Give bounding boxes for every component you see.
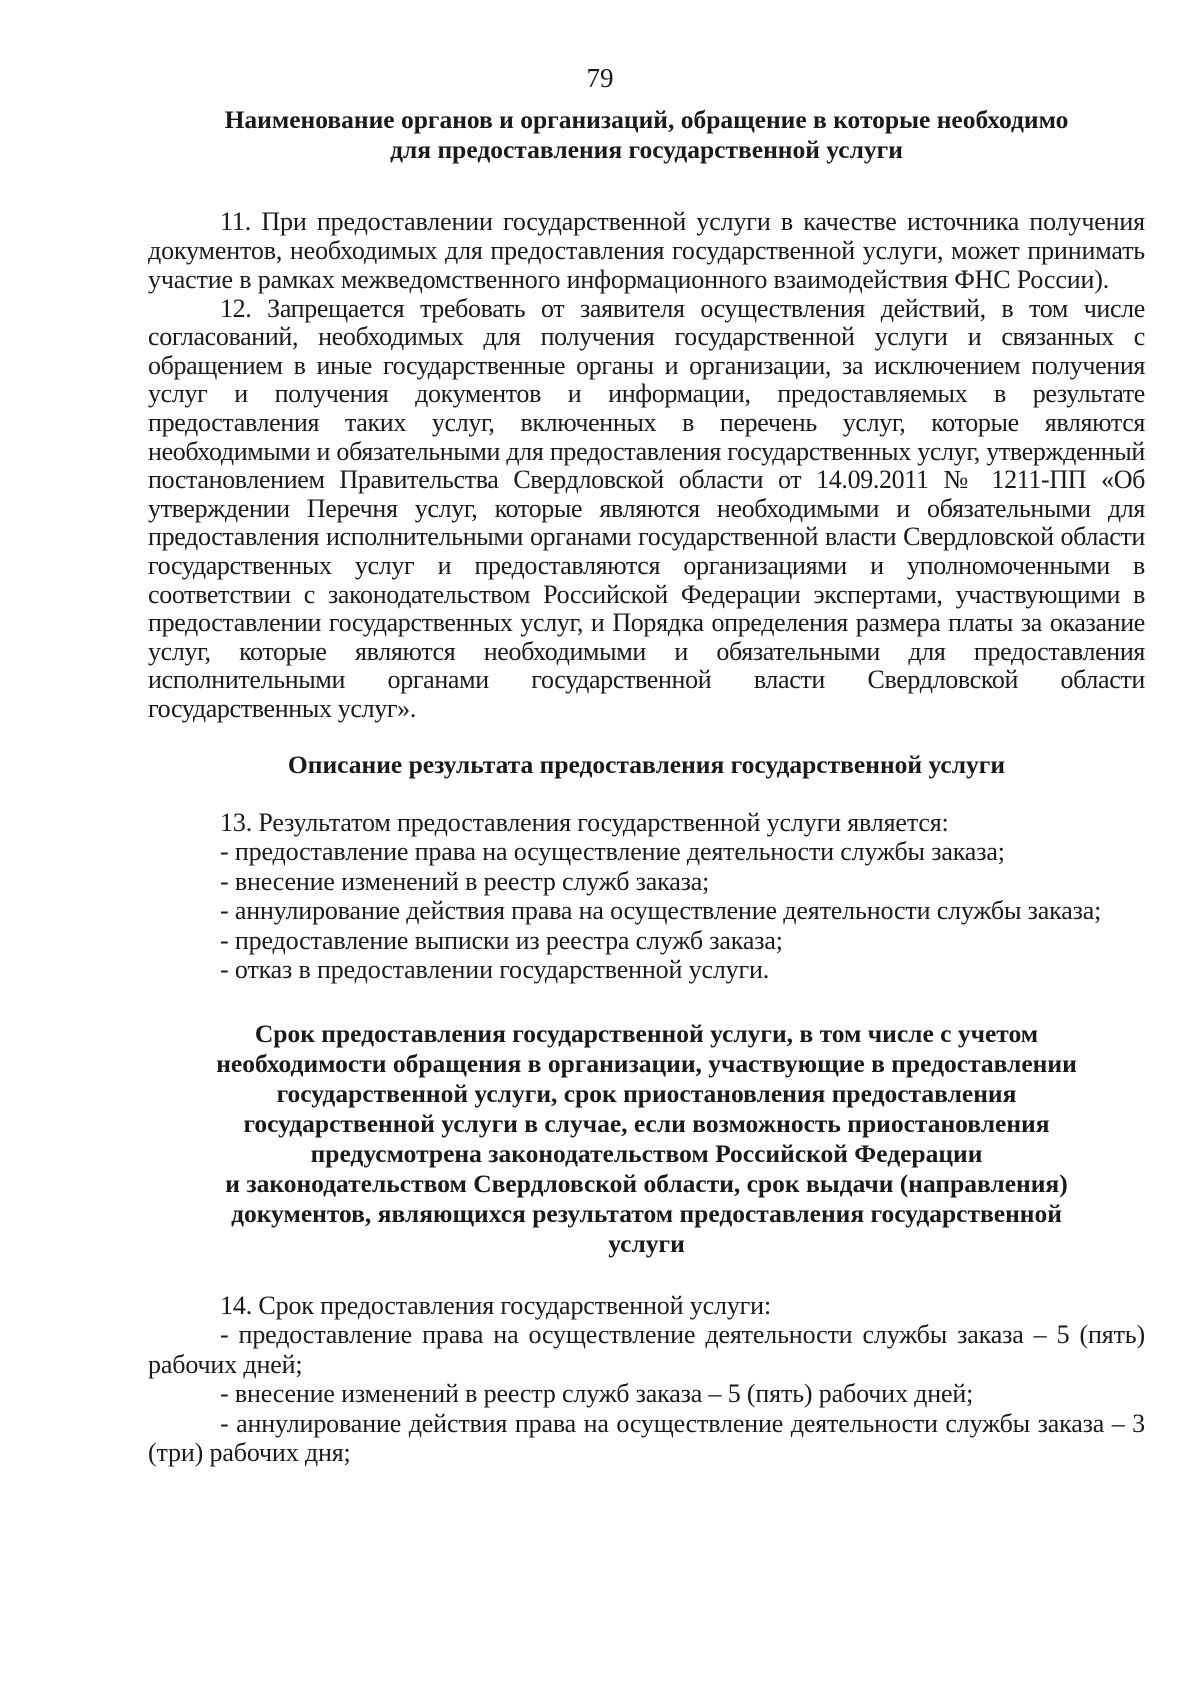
paragraph-11: 11. При предоставлении государственной услуги в качестве источника получения документов, необходимых для предоставления государственной услуги, может принимать участие в рамках межведомственного информационного взаимодействия ФНС России). (148, 207, 1145, 295)
heading-line: для предоставления государственной услуги (390, 135, 903, 164)
list-intro: 14. Срок предоставления государственной услуги: (220, 1290, 772, 1320)
heading-line: Срок предоставления государственной услуги, в том числе с учетом (254, 1018, 1039, 1048)
heading-line: государственной услуги, срок приостановления предоставления (276, 1078, 1017, 1108)
section-heading-term (148, 1019, 1145, 1259)
list-item: - предоставление права на осуществление деятельности службы заказа; (220, 837, 1005, 867)
list-item: - внесение изменений в реестр служб заказа; (220, 866, 710, 896)
heading-line: предусмотрена законодательством Российской Федерации (310, 1138, 983, 1168)
heading-line: услуги (608, 1228, 685, 1258)
list-intro: 13. Результатом предоставления государственной услуги является: (220, 807, 949, 837)
heading-line: документов, являющихся результатом предоставления государственной (231, 1198, 1062, 1228)
heading-line: необходимости обращения в организации, участвующие в предоставлении (216, 1048, 1077, 1078)
heading-line: Наименование органов и организаций, обращение в которые необходимо (224, 105, 1069, 134)
section-heading-organs (148, 105, 1145, 165)
paragraph-14 (148, 1291, 1145, 1468)
heading-line: государственной услуги в случае, если возможность приостановления (243, 1108, 1050, 1138)
heading-line: и законодательством Свердловской области, срок выдачи (направления) (225, 1168, 1068, 1198)
list-item: - отказ в предоставлении государственной услуги. (220, 955, 770, 985)
paragraph-13 (148, 808, 1145, 985)
page-content (148, 105, 1145, 1468)
list-item: - предоставление выписки из реестра служб заказа; (220, 925, 783, 955)
list-item: - предоставление права на осуществление деятельности службы заказа – 5 (пять) рабочих дней; (148, 1320, 1145, 1379)
list-item: - внесение изменений в реестр служб заказа – 5 (пять) рабочих дней; (220, 1379, 974, 1409)
page-number: 79 (586, 63, 614, 93)
list-item: - аннулирование действия права на осуществление деятельности службы заказа; (220, 896, 1102, 926)
section-heading-result: Описание результата предоставления государственной услуги (287, 749, 1006, 779)
paragraph-12: 12. Запрещается требовать от заявителя осуществления действий, в том числе согласований, необходимых для получения государственной услуги и связанных с обращением в иные государственные органы и организации, за исключением получения услуг и получения документов и информации, предоставляемых в результате предоставления таких услуг, включенных в перечень услуг, которые являются необходимыми и обязательными для предоставления государственных услуг, утвержденный постановлением Правительства Свердловской области от 14.09.2011 № 1211-ПП «Об утверждении Перечня услуг, которые являются необходимыми и обязательными для предоставления исполнительными органами государственной власти Свердловской области государственных услуг и предоставляются организациями и уполномоченными в соответствии с законодательством Российской Федерации экспертами, участвующими в предоставлении государственных услуг, и Порядка определения размера платы за оказание услуг, которые являются необходимыми и обязательными для предоставления исполнительными органами государственной власти Свердловской области государственных услуг». (148, 293, 1145, 723)
list-item: - аннулирование действия права на осуществление деятельности службы заказа – 3 (три) рабочих дня; (148, 1408, 1145, 1468)
